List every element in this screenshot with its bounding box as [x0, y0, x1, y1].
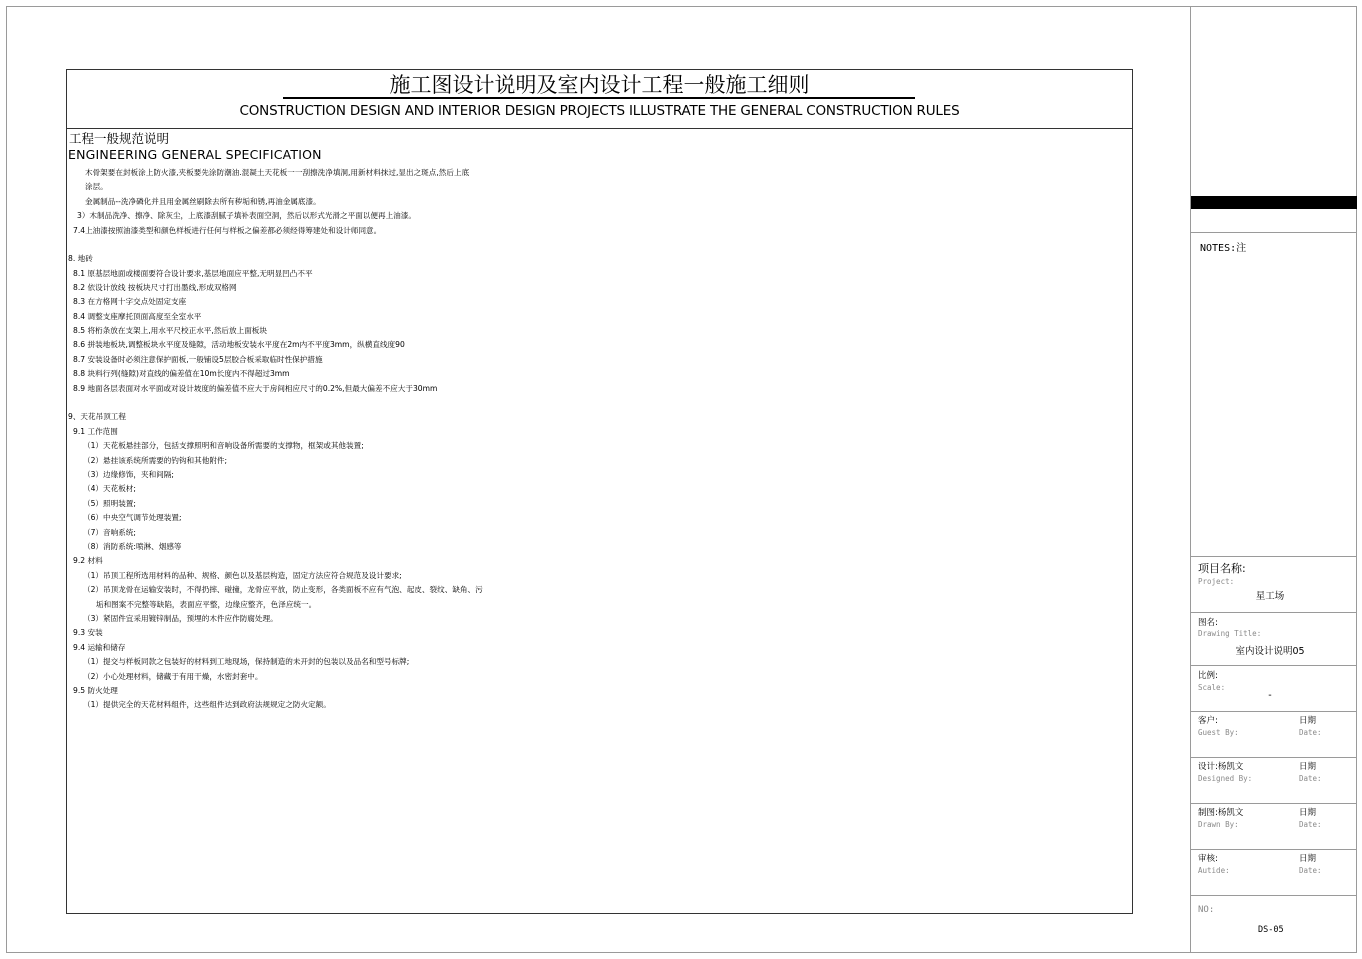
spec-line: （2）吊顶龙骨在运输安装时，不得扔摔、碰撞，龙骨应平放，防止变形，各类面板不应有气泡、起皮、裂纹、缺角、污 — [83, 585, 483, 594]
spec-line: 8.7 安装设备时必须注意保护面板,一般铺设5层胶合板采取临时性保护措施 — [73, 355, 323, 364]
sheet-number-value: DS-05 — [1258, 925, 1284, 935]
titleblock-black-band — [1191, 196, 1357, 209]
spec-line: （1）吊顶工程所选用材料的品种、规格、颜色以及基层构造，固定方法应符合规范及设计要求; — [83, 571, 402, 580]
titleblock-rule — [1191, 895, 1357, 896]
spec-line: 8.8 块料行列(缝隙)对直线的偏差值在10m长度内不得超过3mm — [73, 369, 290, 378]
spec-line: 8.5 将桁条放在支架上,用水平尺校正水平,然后放上面板块 — [73, 326, 267, 335]
spec-line: 8.1 原基层地面或楼面要符合设计要求,基层地面应平整,无明显凹凸不平 — [73, 269, 313, 278]
spec-line: 9、天花吊顶工程 — [68, 412, 126, 421]
spec-line: 垢和图案不完整等缺陷，表面应平整，边缘应整齐，色泽应统一。 — [96, 600, 317, 609]
drawn-date-label: 日期 — [1299, 808, 1317, 818]
drawing-title-label: 图名: — [1198, 618, 1218, 628]
spec-line: 8.4 调整支座摩托顶面高度至全室水平 — [73, 312, 202, 321]
designed-date-sub: Date: — [1299, 774, 1322, 783]
spec-line: 木骨架要在封板涂上防火漆,夹板要先涂防潮油.混凝土天花板一一刮擦洗净填洞,用新材料抹过,显出之斑点,然后上底 — [85, 168, 470, 177]
audit-sub: Autide: — [1198, 866, 1230, 875]
spec-line: 8.2 依设计放线 按板块尺寸打出墨线,形成双格网 — [73, 283, 237, 292]
drawing-title-value: 室内设计说明05 — [1235, 646, 1305, 657]
title-separator — [67, 128, 1132, 129]
spec-line: 9.5 防火处理 — [73, 686, 118, 695]
spec-line: 7.4上油漆按照油漆类型和颜色样板进行任何与样板之偏差都必须经得筹建处和设计师同意。 — [73, 226, 382, 235]
guest-date-sub: Date: — [1299, 728, 1322, 737]
titleblock-rule — [1191, 849, 1357, 850]
guest-sub: Guest By: — [1198, 728, 1239, 737]
title-underline — [283, 97, 915, 99]
notes-label: NOTES:注 — [1200, 243, 1247, 254]
spec-line: （3）紧固件宜采用镀锌制品，预埋的木件应作防腐处理。 — [83, 614, 278, 623]
spec-content-box — [66, 69, 1133, 914]
guest-date-label: 日期 — [1299, 716, 1317, 726]
titleblock-rule — [1191, 612, 1357, 613]
section-heading-en: ENGINEERING GENERAL SPECIFICATION — [68, 147, 322, 162]
titleblock-rule — [1191, 556, 1357, 557]
spec-line: 8.9 地面各层表面对水平面或对设计坡度的偏差值不应大于房间相应尺寸的0.2%,但最大偏差不应大于30mm — [73, 384, 438, 393]
spec-line: 9.1 工作范围 — [73, 427, 118, 436]
spec-line: 9.4 运输和储存 — [73, 643, 126, 652]
spec-line: （1）提供完全的天花材料组件，这些组件达到政府法规规定之防火定额。 — [83, 700, 331, 709]
spec-line: 9.2 材料 — [73, 556, 103, 565]
spec-line: （2）悬挂该系统所需要的钓钩和其他附件; — [83, 456, 228, 465]
spec-line: （1）提交与样板同款之包装好的材料到工地现场，保持制造的未开封的包装以及品名和型号标牌; — [83, 657, 410, 666]
designed-by-label: 设计:杨凯文 — [1198, 762, 1244, 772]
guest-label: 客户: — [1198, 716, 1218, 726]
titleblock-rule — [1191, 711, 1357, 712]
audit-label: 审核: — [1198, 854, 1218, 864]
drawing-title-sub: Drawing Title: — [1198, 629, 1262, 638]
spec-line: 金属制品--洗净磷化并且用金属丝刷除去所有秽垢和锈,再油金属底漆。 — [85, 197, 321, 206]
sheet-number-label: NO: — [1198, 905, 1215, 915]
scale-label: 比例: — [1198, 671, 1218, 681]
section-heading-zh: 工程一般规范说明 — [69, 131, 170, 146]
drawn-by-sub: Drawn By: — [1198, 820, 1239, 829]
spec-line: 8.6 拼装地板块,调整板块水平度及缝隙，活动地板安装水平度在2m内不平度3mm，纵横直线度90 — [73, 340, 405, 349]
titleblock-rule — [1191, 757, 1357, 758]
scale-value: - — [1268, 690, 1272, 701]
spec-line: （4）天花板材; — [83, 484, 136, 493]
audit-date-label: 日期 — [1299, 854, 1317, 864]
spec-line: （7）音响系统; — [83, 528, 136, 537]
spec-line: （5）照明装置; — [83, 499, 136, 508]
sheet-title-zh: 施工图设计说明及室内设计工程一般施工细则 — [389, 73, 810, 97]
spec-line: （1）天花板悬挂部分，包括支撑照明和音响设备所需要的支撑物，框架或其他装置; — [83, 441, 364, 450]
audit-date-sub: Date: — [1299, 866, 1322, 875]
spec-line: （3）边缘修饰，夹和间隔; — [83, 470, 174, 479]
project-sub: Project: — [1198, 577, 1235, 586]
designed-date-label: 日期 — [1299, 762, 1317, 772]
spec-line: （8）消防系统:喷淋、烟感等 — [83, 542, 182, 551]
spec-line: 涂层。 — [85, 182, 108, 191]
project-label: 项目名称: — [1198, 562, 1246, 575]
titleblock-rule — [1191, 232, 1357, 233]
drawn-by-label: 制图:杨凯文 — [1198, 808, 1244, 818]
scale-sub: Scale: — [1198, 683, 1226, 692]
titleblock-rule — [1191, 803, 1357, 804]
spec-line: （2）小心处理材料，储藏于有用干燥，水密封套中。 — [83, 672, 263, 681]
spec-line: 8. 地砖 — [68, 254, 93, 263]
project-value: 星工场 — [1255, 591, 1285, 602]
spec-line: 9.3 安装 — [73, 628, 103, 637]
titleblock-rule — [1191, 665, 1357, 666]
spec-line: （6）中央空气调节处理装置; — [83, 513, 182, 522]
spec-line: 8.3 在方格网十字交点处固定支座 — [73, 297, 187, 306]
sheet-title-en: CONSTRUCTION DESIGN AND INTERIOR DESIGN PROJECTS ILLUSTRATE THE GENERAL CONSTRUCTION RULES — [239, 103, 960, 119]
spec-line: 3）木制品洗净、擦净、除灰尘，上底漆刮腻子填补表面空洞，然后以形式光滑之平面以便再上油漆。 — [77, 211, 416, 220]
designed-by-sub: Designed By: — [1198, 774, 1253, 783]
titleblock-divider — [1190, 6, 1191, 953]
drawn-date-sub: Date: — [1299, 820, 1322, 829]
